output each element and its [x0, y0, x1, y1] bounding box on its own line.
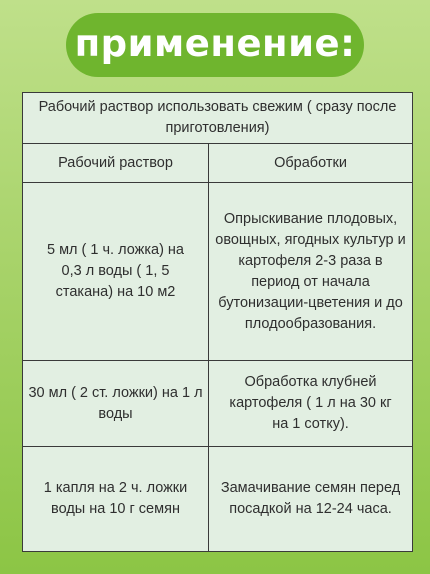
column-header-solution: Рабочий раствор: [23, 144, 209, 183]
table-row: [23, 361, 413, 447]
title-banner: [66, 13, 364, 77]
treatment-cell: Замачивание семян перед посадкой на 12-24 часа.: [209, 447, 413, 552]
table-row: [23, 183, 413, 361]
table-note: Рабочий раствор использовать свежим ( сразу после приготовления): [23, 93, 413, 144]
solution-cell: 30 мл ( 2 ст. ложки) на 1 л воды: [23, 361, 209, 447]
treatment-cell: Опрыскивание плодовых, овощных, ягодных культур и картофеля 2-3 раза в период от начала бутонизации-цветения и до плодообразования.: [209, 183, 413, 361]
solution-cell: 1 капля на 2 ч. ложки воды на 10 г семян: [23, 447, 209, 552]
table-row: [23, 447, 413, 552]
treatment-cell: Обработка клубней картофеля ( 1 л на 30 кг на 1 сотку).: [209, 361, 413, 447]
table-header-row: [23, 144, 413, 183]
column-header-treatment: Обработки: [209, 144, 413, 183]
page-title: применение:: [74, 21, 356, 65]
solution-cell: 5 мл ( 1 ч. ложка) на 0,3 л воды ( 1, 5 стакана) на 10 м2: [23, 183, 209, 361]
usage-table: [22, 92, 413, 552]
table-note-row: [23, 93, 413, 144]
